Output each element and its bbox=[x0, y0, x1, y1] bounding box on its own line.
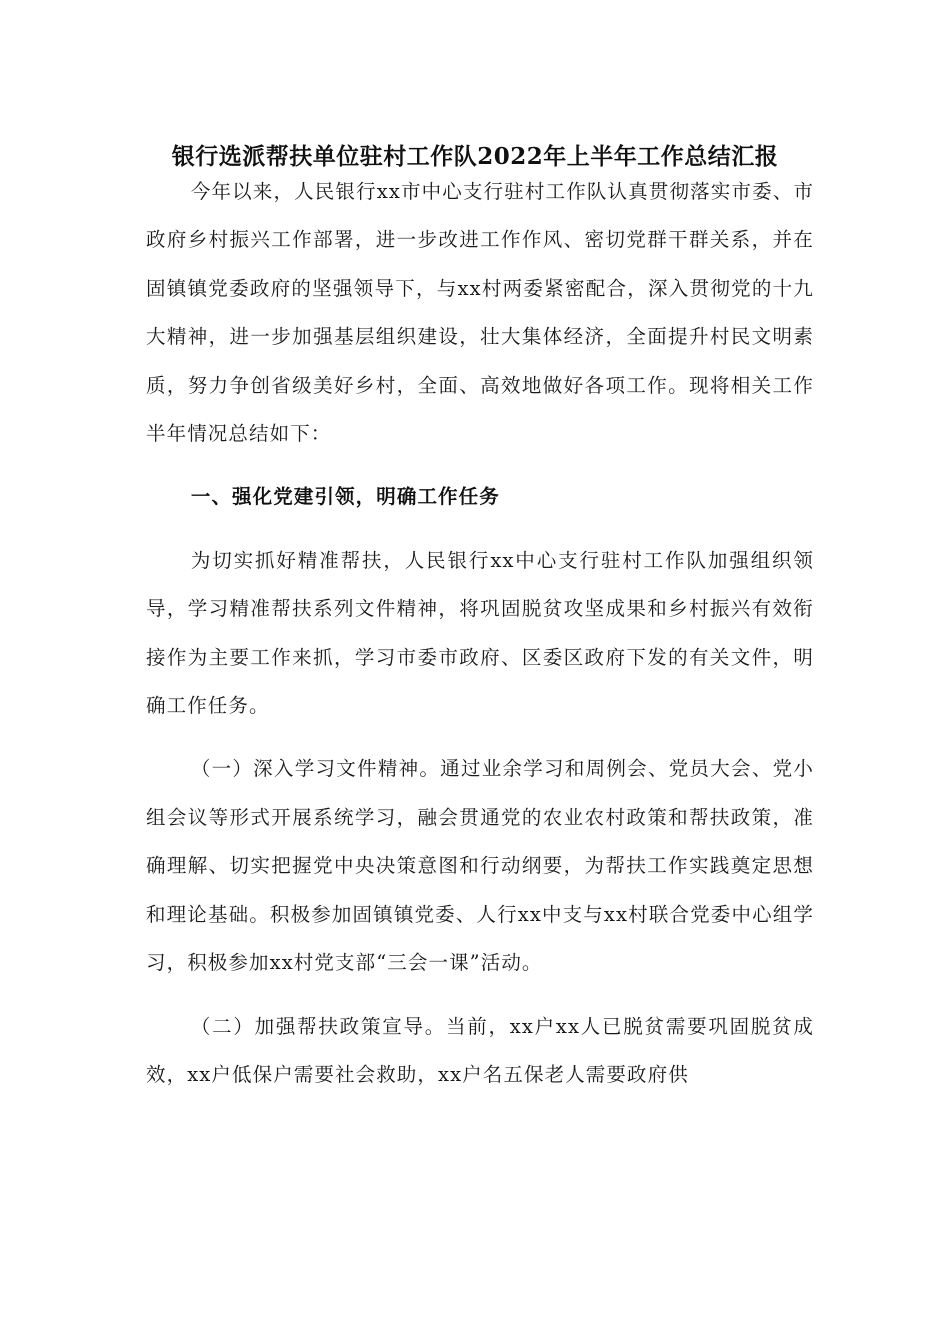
document-title: 银行选派帮扶单位驻村工作队2022年上半年工作总结汇报 bbox=[171, 143, 779, 170]
paragraph-subsection-2: （二）加强帮扶政策宣导。当前，xx户xx人已脱贫需要巩固脱贫成效，xx户低保户需要社会救助，xx户名五保老人需要政府供 bbox=[146, 1014, 814, 1086]
paragraph-intro: 今年以来，人民银行xx市中心支行驻村工作队认真贯彻落实市委、市政府乡村振兴工作部署，进一步改进工作作风、密切党群干群关系，并在固镇镇党委政府的坚强领导下，与xx村两委紧密配合，深入贯彻党的十九大精神，进一步加强基层组织建设，壮大集体经济，全面提升村民文明素质，努力争创省级美好乡村，全面、高效地做好各项工作。现将相关工作半年情况总结如下： bbox=[146, 180, 814, 446]
document-body bbox=[146, 168, 814, 1114]
section-heading-1: 一、强化党建引领，明确工作任务 bbox=[190, 485, 500, 509]
paragraph-subsection-1: （一）深入学习文件精神。通过业余学习和周例会、党员大会、党小组会议等形式开展系统学习，融会贯通党的农业农村政策和帮扶政策，准确理解、切实把握党中央决策意图和行动纲要，为帮扶工作实践奠定思想和理论基础。积极参加固镇镇党委、人行xx中支与xx村联合党委中心组学习，积极参加xx村党支部“三会一课”活动。 bbox=[146, 757, 814, 975]
paragraph-section-1: 为切实抓好精准帮扶，人民银行xx中心支行驻村工作队加强组织领导，学习精准帮扶系列文件精神，将巩固脱贫攻坚成果和乡村振兴有效衔接作为主要工作来抓，学习市委市政府、区委区政府下发的有关文件，明确工作任务。 bbox=[146, 548, 814, 718]
